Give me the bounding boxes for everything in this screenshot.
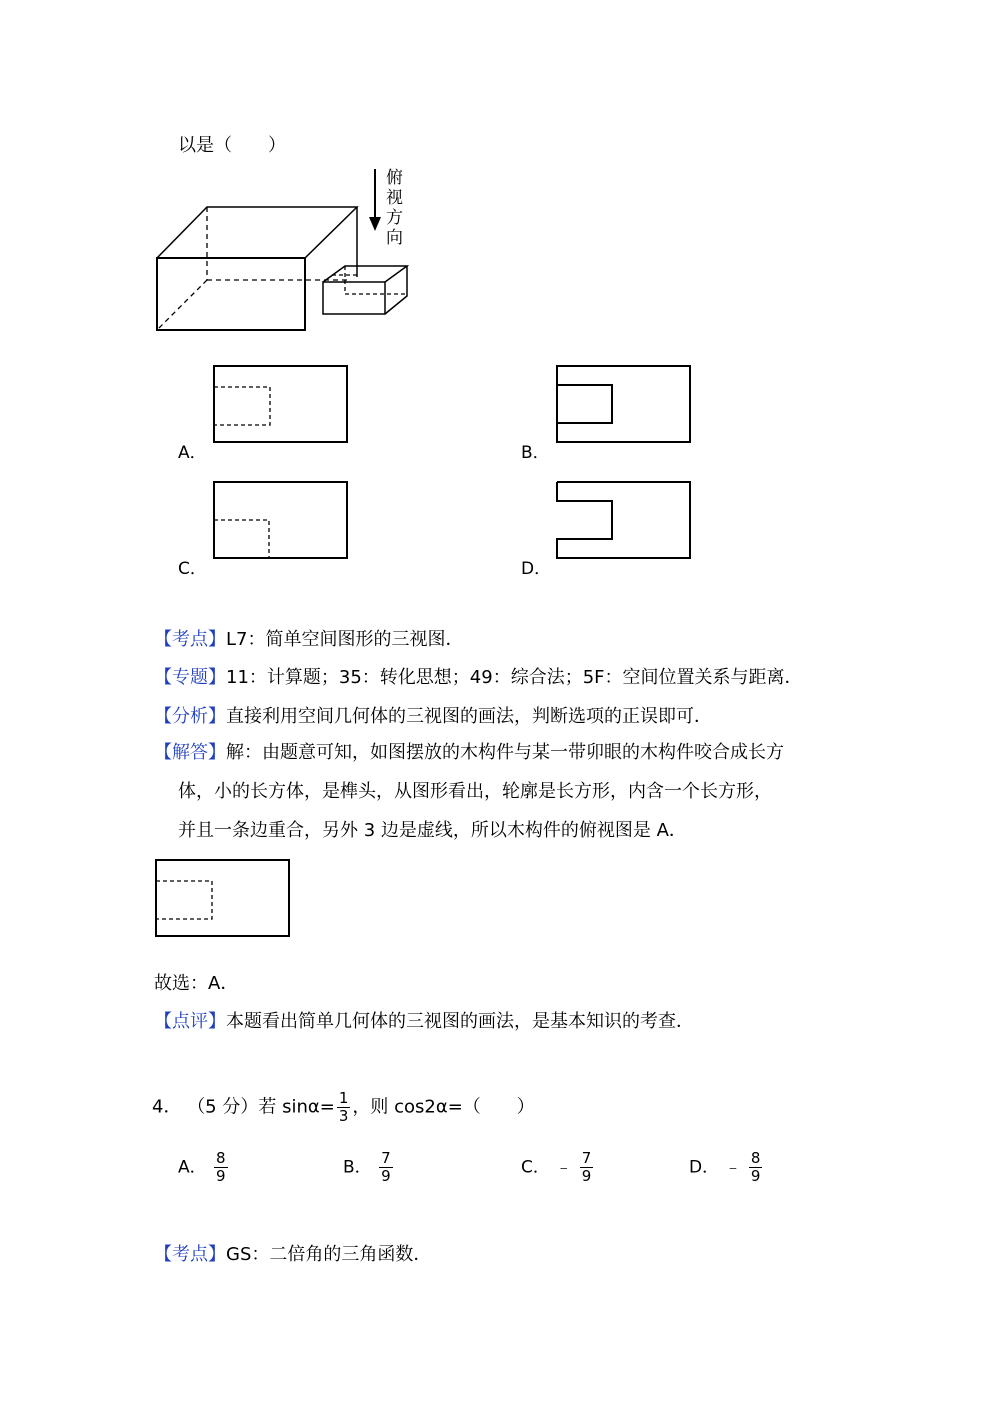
- sol3-jieda-line-3: 并且一条边重合，另外 3 边是虚线，所以木构件的俯视图是 A．: [178, 820, 687, 841]
- sol4-kaodian: [154, 1243, 431, 1267]
- jieda-line-1: 解：由题意可知，如图摆放的木构件与某一带卯眼的木构件咬合成长方: [226, 742, 784, 763]
- option-c-figure: [213, 481, 349, 561]
- small-box-front: [323, 282, 385, 314]
- q4-option-d-fraction: [749, 1150, 763, 1185]
- q4-option-c: [521, 1150, 595, 1185]
- q4-option-c-den: 9: [581, 1167, 592, 1185]
- sol3-zhuanti: [154, 666, 803, 690]
- q4-option-c-fraction: [580, 1150, 594, 1185]
- q4-option-a-den: 9: [216, 1167, 226, 1185]
- sol3-jieda-line-2: 体，小的长方体，是榫头，从图形看出，轮廓是长方形，内含一个长方形，: [178, 781, 772, 802]
- q4-stem-mid: ，则 cos2α=（ ）: [352, 1096, 535, 1118]
- q4-number: 4．: [152, 1096, 182, 1118]
- sol3-fenxi: [154, 705, 712, 729]
- q3-wood-figure: [150, 165, 410, 340]
- q4-option-a-letter: A．: [178, 1157, 207, 1178]
- dianping-tag: 【点评】: [154, 1011, 226, 1032]
- kaodian-text: L7：简单空间图形的三视图．: [226, 629, 464, 650]
- option-a-figure: [213, 365, 349, 445]
- q4-option-a-num: 8: [216, 1149, 226, 1167]
- big-box-front: [157, 258, 305, 330]
- q4-option-b-fraction: [379, 1150, 393, 1185]
- q4-option-c-sign: ﹣: [555, 1157, 573, 1178]
- q4-option-d-den: 9: [750, 1167, 761, 1185]
- dir-char-1: 俯: [386, 168, 403, 188]
- option-d-label: D．: [521, 559, 552, 579]
- dir-char-4: 向: [386, 228, 403, 248]
- answer-figure: [155, 859, 291, 939]
- view-direction-label: [386, 168, 406, 248]
- sol3-dianping: [154, 1010, 694, 1034]
- option-b-label: B．: [521, 443, 550, 463]
- q4-option-a: [178, 1150, 230, 1185]
- option-b-figure: [556, 365, 692, 445]
- dir-char-2: 视: [386, 188, 403, 208]
- dianping-text: 本题看出简单几何体的三视图的画法，是基本知识的考查．: [226, 1011, 694, 1032]
- sol4-kaodian-tag: 【考点】: [154, 1244, 226, 1265]
- sol3-kaodian: [154, 628, 463, 652]
- q4-option-d-num: 8: [750, 1149, 761, 1167]
- kaodian-tag: 【考点】: [154, 629, 226, 650]
- q4-option-d-letter: D．: [689, 1157, 720, 1178]
- fenxi-tag: 【分析】: [154, 706, 226, 727]
- zhuanti-text: 11：计算题；35：转化思想；49：综合法；5F：空间位置关系与距离．: [226, 667, 803, 688]
- jieda-tag: 【解答】: [154, 742, 226, 763]
- option-a-label: A．: [178, 443, 207, 463]
- q4-option-b-den: 9: [381, 1167, 391, 1185]
- zhuanti-tag: 【专题】: [154, 667, 226, 688]
- q3-stem-tail: 以是（ ）: [178, 135, 286, 156]
- q4-option-b-letter: B．: [343, 1157, 372, 1178]
- sol3-jieda: [154, 741, 784, 765]
- q4-option-d-sign: ﹣: [724, 1157, 742, 1178]
- fenxi-text: 直接利用空间几何体的三视图的画法，判断选项的正误即可．: [226, 706, 712, 727]
- q4-stem: [152, 1090, 535, 1125]
- q4-score-and-given: （5 分）若 sinα=: [187, 1096, 335, 1118]
- given-den: 3: [338, 1107, 349, 1125]
- sol4-kaodian-text: GS：二倍角的三角函数．: [226, 1244, 432, 1265]
- dir-char-3: 方: [386, 208, 403, 228]
- sol3-answer: 故选：A．: [154, 973, 239, 994]
- q4-given-fraction: [337, 1090, 351, 1125]
- option-c-label: C．: [178, 559, 207, 579]
- q4-option-b: [343, 1150, 395, 1185]
- option-d-figure: [556, 481, 692, 561]
- big-box-top: [157, 207, 357, 258]
- q4-option-b-num: 7: [381, 1149, 391, 1167]
- q4-option-a-fraction: [214, 1150, 228, 1185]
- q4-option-c-letter: C．: [521, 1157, 550, 1178]
- q4-option-d: [689, 1150, 764, 1185]
- q4-option-c-num: 7: [581, 1149, 592, 1167]
- given-num: 1: [338, 1089, 349, 1107]
